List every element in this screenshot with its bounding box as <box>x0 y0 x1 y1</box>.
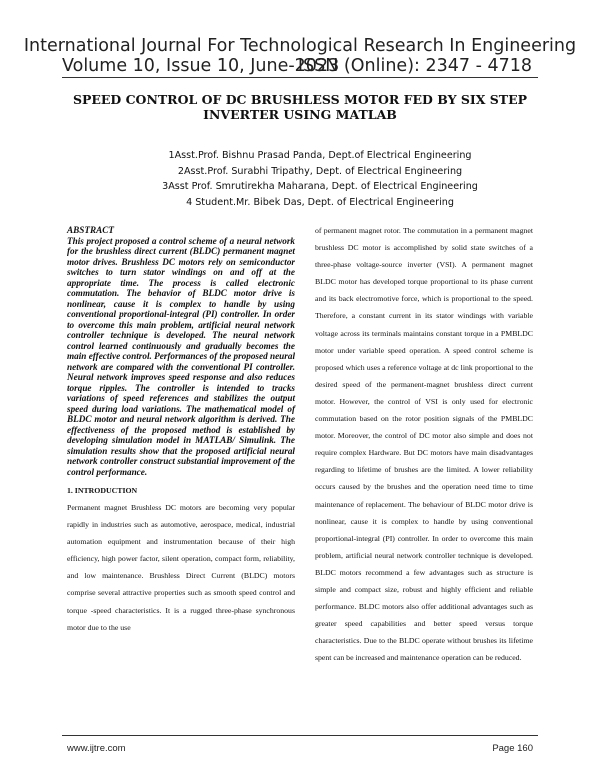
issn: ISSN (Online): 2347 - 4718 <box>297 56 532 76</box>
page-number: Page 160 <box>492 743 533 754</box>
author-line: 3Asst Prof. Smrutirekha Maharana, Dept. of Electrical Engineering <box>162 181 478 192</box>
left-column <box>67 225 295 636</box>
paper-title: SPEED CONTROL OF DC BRUSHLESS MOTOR FED BY SIX STEP INVERTER USING MATLAB <box>72 92 528 122</box>
introduction-heading: 1. INTRODUCTION <box>67 486 138 495</box>
abstract-text: This project proposed a control scheme of a neural network for the brushless direct current (BLDC) permanent magnet motor drives. Brushless DC motors rely on semiconductor switches to turn stator windings on and off at the appropriate time. The process is called electronic commutation. The behavior of BLDC motor drive is nonlinear, cause it is complex to handle by using conventional proportional-integral (PI) controller. In order to overcome this main problem, artificial neural network controller technique is developed. The neural network control learned continuously and gradually becomes the main effective control. Performances of the proposed neural network are compared with the conventional PI controller. Neural network improves speed response and also reduces torque ripples. The controller is intended to tracks variations of speed references and stabilizes the output speed during load variations. The mathematical model of BLDC motor and neural network algorithm is derived. The effectiveness of the proposed method is established by developing simulation model in MATLAB/ Simulink. The simulation results show that the proposed artificial neural network controller construct substantial improvement of the control performance. <box>67 235 295 477</box>
author-line: 2Asst.Prof. Surabhi Tripathy, Dept. of Electrical Engineering <box>177 165 463 177</box>
volume-issue: Volume 10, Issue 10, June-2023 <box>62 56 340 76</box>
body-paragraph: of permanent magnet rotor. The commutation in a permanent magnet brushless DC motor is accomplished by solid state switches of a three-phase voltage-source inverter (VSI). A permanent magnet BLDC motor has developed torque proportional to its phase current and its back electromotive force, which is proportional to the speed. Therefore, a constant current in its stator windings with variable voltage across its terminals maintains constant torque in a PMBLDC motor under variable speed operation. A speed control scheme is proposed which uses a reference voltage at dc link proportional to the desired speed of the permanent-magnet brushless direct current motor. However, the control of VSI is only used for electronic commutation based on the rotor position signals of the PMBLDC motor. Moreover, the control of DC motor also simple and does not require complex Hardware. But DC motors have main disadvantages regarding to lifetime of brushes are the limited. A lower reliability occurs caused by the brushes and the operation need time to time maintenance of replacement. The behaviour of BLDC motor drive is nonlinear, cause it is complex to handle by using conventional proportional-integral (PI) controller. In order to overcome this main problem, artificial neural network controller technique is developed. BLDC motors recommend a few advantages such as structure is simple and compact size, robust and highly efficient and reliable performance. BLDC motors also offer additional advantages such as greater speed capabilities and better speed versus torque characteristics. Due to the BLDC operate without brushes its lifetime spent can be increased and maintenance operation can be reduced. <box>315 226 533 663</box>
author-list <box>120 148 520 210</box>
journal-name: International Journal For Technological Research In Engineering <box>23 36 577 56</box>
page-footer <box>67 742 533 756</box>
right-column <box>315 222 533 666</box>
footer-url[interactable]: www.ijtre.com <box>67 743 126 754</box>
introduction-text: Permanent magnet Brushless DC motors are becoming very popular rapidly in industries such as automotive, aerospace, medical, industrial automation equipment and instrumentation because of their high efficiency, high power factor, silent operation, compact form, reliability, and low maintenance. Brushless Direct Current (BLDC) motors comprise several attractive properties such as smooth speed control and torque -speed characteristics. It is a rugged three-phase synchronous motor due to the use <box>67 503 295 632</box>
author-line: 1Asst.Prof. Bishnu Prasad Panda, Dept.of Electrical Engineering <box>168 150 472 161</box>
header-rule <box>62 77 538 78</box>
author-line: 4 Student.Mr. Bibek Das, Dept. of Electrical Engineering <box>186 196 454 208</box>
journal-issue-line <box>62 56 532 76</box>
footer-rule <box>62 735 538 736</box>
abstract-heading: ABSTRACT <box>67 225 114 235</box>
